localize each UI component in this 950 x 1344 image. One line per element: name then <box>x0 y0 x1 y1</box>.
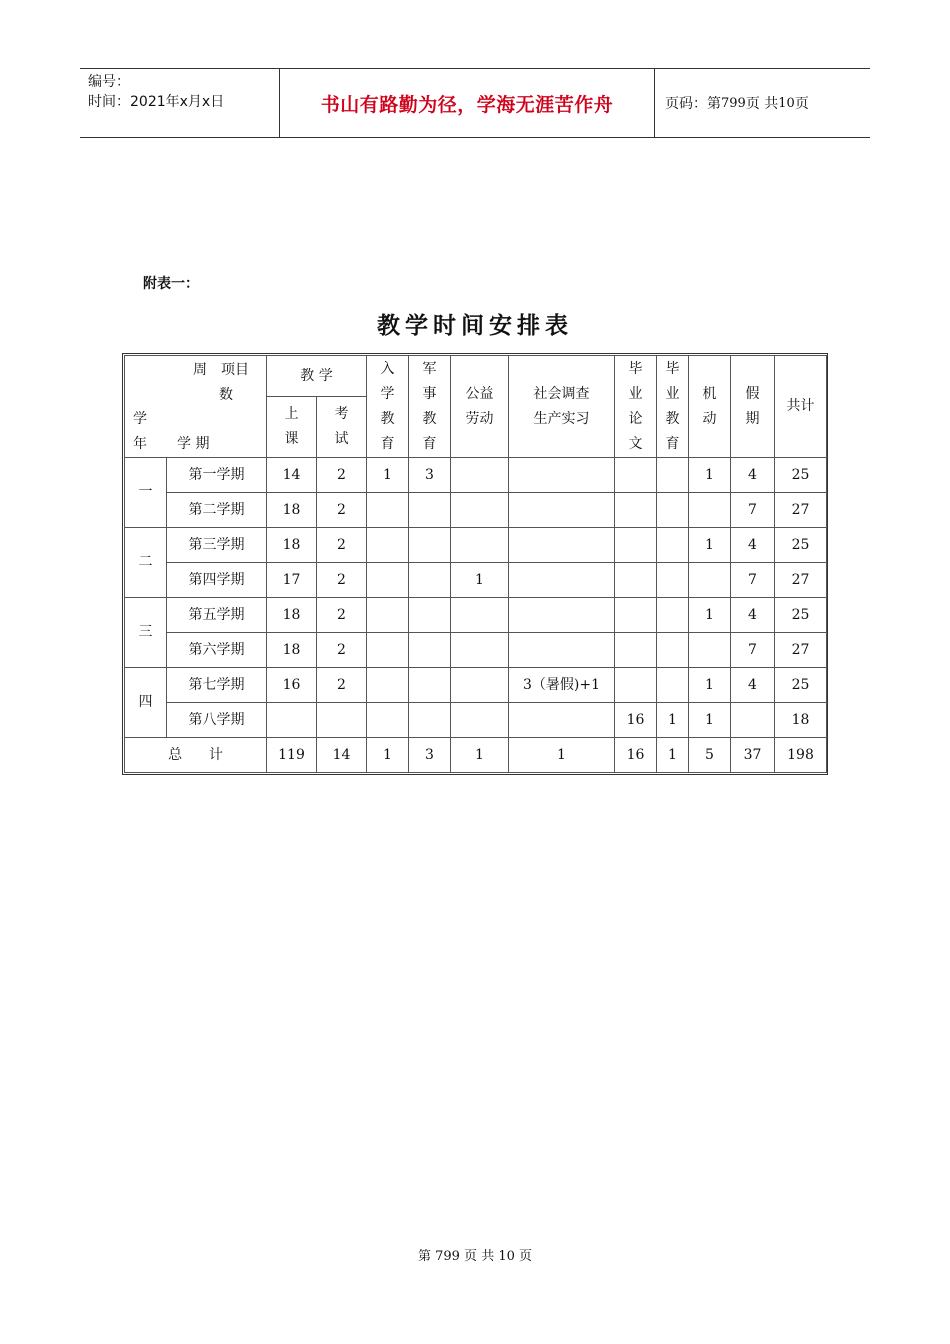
value-cell <box>409 528 451 563</box>
col-enroll-4: 育 <box>380 435 395 452</box>
col-exam-1: 考 <box>334 406 349 422</box>
value-cell <box>731 703 775 738</box>
value-cell <box>409 668 451 703</box>
value-cell <box>689 563 731 598</box>
table-row <box>125 563 827 598</box>
page-footer: 第 799 页 共 10 页 <box>417 1249 533 1264</box>
year-cell: 四 <box>125 668 167 738</box>
value-cell: 17 <box>267 563 317 598</box>
value-cell: 3（暑假)+1 <box>509 668 615 703</box>
semester-cell: 第四学期 <box>167 563 267 598</box>
table-row <box>125 633 827 668</box>
value-cell <box>409 563 451 598</box>
value-cell <box>509 633 615 668</box>
semester-cell: 第二学期 <box>167 493 267 528</box>
value-cell: 18 <box>267 528 317 563</box>
col-class-2: 课 <box>284 431 299 447</box>
value-cell <box>451 458 509 493</box>
value-cell <box>657 493 689 528</box>
table-row <box>125 458 827 493</box>
total-cell: 1 <box>451 738 509 773</box>
value-cell <box>615 563 657 598</box>
value-cell: 27 <box>775 633 827 668</box>
col-survey <box>509 356 615 458</box>
corner-weeks: 周 <box>193 362 207 378</box>
value-cell: 18 <box>267 598 317 633</box>
col-teaching: 教 学 <box>267 356 367 397</box>
page-suffix: 页 <box>794 96 809 112</box>
col-enroll-3: 教 <box>380 410 395 427</box>
header-meta <box>80 69 280 137</box>
value-cell <box>615 633 657 668</box>
table-row <box>125 598 827 633</box>
value-cell <box>451 528 509 563</box>
value-cell <box>657 598 689 633</box>
total-cell: 1 <box>367 738 409 773</box>
table-row <box>125 703 827 738</box>
year-cell: 三 <box>125 598 167 668</box>
col-exam <box>317 397 367 458</box>
col-flex-2: 动 <box>702 410 717 427</box>
value-cell <box>689 633 731 668</box>
total-cell: 119 <box>267 738 317 773</box>
value-cell <box>657 563 689 598</box>
value-cell <box>451 493 509 528</box>
value-cell: 2 <box>317 528 367 563</box>
value-cell: 1 <box>367 458 409 493</box>
value-cell: 1 <box>689 668 731 703</box>
value-cell <box>317 703 367 738</box>
col-grad-1: 毕 <box>665 360 680 377</box>
col-thesis <box>615 356 657 458</box>
appendix-label: 附表一： <box>143 276 199 292</box>
value-cell: 18 <box>775 703 827 738</box>
value-cell: 25 <box>775 528 827 563</box>
value-cell <box>509 563 615 598</box>
value-cell <box>367 668 409 703</box>
value-cell: 27 <box>775 493 827 528</box>
value-cell: 16 <box>615 703 657 738</box>
time-label: 时间：2021年x月x日 <box>88 94 225 110</box>
col-enroll-1: 入 <box>380 360 395 377</box>
value-cell: 4 <box>731 528 775 563</box>
value-cell <box>657 633 689 668</box>
header-row-1 <box>125 356 827 397</box>
value-cell: 7 <box>731 563 775 598</box>
table-row <box>125 528 827 563</box>
value-cell <box>657 528 689 563</box>
value-cell <box>451 703 509 738</box>
total-cell: 14 <box>317 738 367 773</box>
value-cell <box>409 598 451 633</box>
page-number: 799 <box>721 95 746 111</box>
col-thesis-4: 文 <box>628 435 643 452</box>
col-survey-1: 社会调查 <box>533 385 590 402</box>
schedule-table <box>124 355 827 773</box>
corner-xue: 学 <box>133 411 147 427</box>
semester-cell: 第六学期 <box>167 633 267 668</box>
value-cell <box>409 703 451 738</box>
total-cell: 198 <box>775 738 827 773</box>
col-military-3: 教 <box>422 410 437 427</box>
value-cell <box>367 703 409 738</box>
value-cell: 14 <box>267 458 317 493</box>
value-cell: 18 <box>267 493 317 528</box>
corner-items: 项目 <box>221 362 249 378</box>
semester-cell: 第五学期 <box>167 598 267 633</box>
value-cell: 2 <box>317 668 367 703</box>
col-grad-2: 业 <box>665 385 680 402</box>
value-cell: 25 <box>775 458 827 493</box>
value-cell: 27 <box>775 563 827 598</box>
total-cell: 1 <box>657 738 689 773</box>
value-cell <box>615 528 657 563</box>
value-cell <box>689 493 731 528</box>
value-cell: 7 <box>731 633 775 668</box>
value-cell <box>509 458 615 493</box>
total-cell: 1 <box>509 738 615 773</box>
page-mid: 页 共 <box>745 96 779 112</box>
value-cell <box>367 528 409 563</box>
table-row <box>125 493 827 528</box>
value-cell <box>367 563 409 598</box>
total-cell: 16 <box>615 738 657 773</box>
col-total: 共计 <box>775 356 827 458</box>
semester-cell: 第八学期 <box>167 703 267 738</box>
page-counter <box>655 69 870 137</box>
value-cell: 4 <box>731 458 775 493</box>
header-slogan: 书山有路勤为径，学海无涯苦作舟 <box>320 93 614 116</box>
table-title: 教学时间安排表 <box>377 312 573 339</box>
value-cell: 3 <box>409 458 451 493</box>
value-cell: 2 <box>317 458 367 493</box>
value-cell <box>615 598 657 633</box>
value-cell: 7 <box>731 493 775 528</box>
col-enroll-2: 学 <box>380 385 395 402</box>
corner-shu: 数 <box>219 387 233 403</box>
value-cell: 1 <box>689 528 731 563</box>
semester-cell: 第三学期 <box>167 528 267 563</box>
value-cell <box>267 703 317 738</box>
total-cell: 37 <box>731 738 775 773</box>
table-body <box>125 458 827 773</box>
col-thesis-1: 毕 <box>628 360 643 377</box>
value-cell: 2 <box>317 598 367 633</box>
value-cell <box>451 598 509 633</box>
value-cell <box>615 668 657 703</box>
total-cell: 5 <box>689 738 731 773</box>
total-label: 总 计 <box>125 738 267 773</box>
col-labor <box>451 356 509 458</box>
col-class <box>267 397 317 458</box>
col-thesis-2: 业 <box>628 385 643 402</box>
value-cell: 25 <box>775 668 827 703</box>
col-grad-4: 育 <box>665 435 680 452</box>
page-prefix: 页码：第 <box>665 96 721 112</box>
value-cell <box>409 633 451 668</box>
col-thesis-3: 论 <box>628 410 643 427</box>
header-slogan-cell <box>280 69 655 137</box>
value-cell: 2 <box>317 493 367 528</box>
value-cell <box>657 668 689 703</box>
schedule-table-frame <box>122 353 828 775</box>
col-survey-2: 生产实习 <box>533 410 590 427</box>
value-cell: 4 <box>731 668 775 703</box>
col-military <box>409 356 451 458</box>
value-cell: 25 <box>775 598 827 633</box>
col-enroll <box>367 356 409 458</box>
value-cell <box>509 493 615 528</box>
total-row <box>125 738 827 773</box>
value-cell: 2 <box>317 563 367 598</box>
semester-cell: 第七学期 <box>167 668 267 703</box>
value-cell: 1 <box>689 458 731 493</box>
col-class-1: 上 <box>284 406 299 422</box>
value-cell <box>509 598 615 633</box>
value-cell <box>367 493 409 528</box>
value-cell <box>409 493 451 528</box>
col-military-1: 军 <box>422 360 437 377</box>
value-cell: 4 <box>731 598 775 633</box>
value-cell <box>509 703 615 738</box>
value-cell <box>451 668 509 703</box>
col-military-4: 育 <box>422 435 437 452</box>
col-grad-3: 教 <box>665 410 680 427</box>
value-cell <box>367 598 409 633</box>
value-cell: 18 <box>267 633 317 668</box>
corner-nian: 年 <box>133 436 147 452</box>
number-label: 编号： <box>88 74 130 90</box>
page-header <box>80 68 870 138</box>
corner-cell <box>125 356 267 458</box>
col-grad <box>657 356 689 458</box>
value-cell <box>451 633 509 668</box>
value-cell <box>509 528 615 563</box>
year-cell: 一 <box>125 458 167 528</box>
year-cell: 二 <box>125 528 167 598</box>
col-exam-2: 试 <box>334 431 349 447</box>
total-cell: 3 <box>409 738 451 773</box>
value-cell: 16 <box>267 668 317 703</box>
value-cell <box>615 458 657 493</box>
col-flex <box>689 356 731 458</box>
value-cell: 2 <box>317 633 367 668</box>
value-cell <box>657 458 689 493</box>
col-labor-1: 公益 <box>465 385 494 402</box>
value-cell <box>367 633 409 668</box>
col-labor-2: 劳动 <box>465 410 494 427</box>
col-holiday-1: 假 <box>745 385 760 402</box>
col-military-2: 事 <box>422 385 437 402</box>
value-cell: 1 <box>451 563 509 598</box>
corner-semester: 学 期 <box>177 436 210 452</box>
semester-cell: 第一学期 <box>167 458 267 493</box>
page-total: 10 <box>778 95 795 111</box>
col-flex-1: 机 <box>702 385 717 402</box>
value-cell <box>615 493 657 528</box>
value-cell: 1 <box>657 703 689 738</box>
col-holiday-2: 期 <box>745 410 760 427</box>
value-cell: 1 <box>689 598 731 633</box>
table-row <box>125 668 827 703</box>
col-holiday <box>731 356 775 458</box>
value-cell: 1 <box>689 703 731 738</box>
